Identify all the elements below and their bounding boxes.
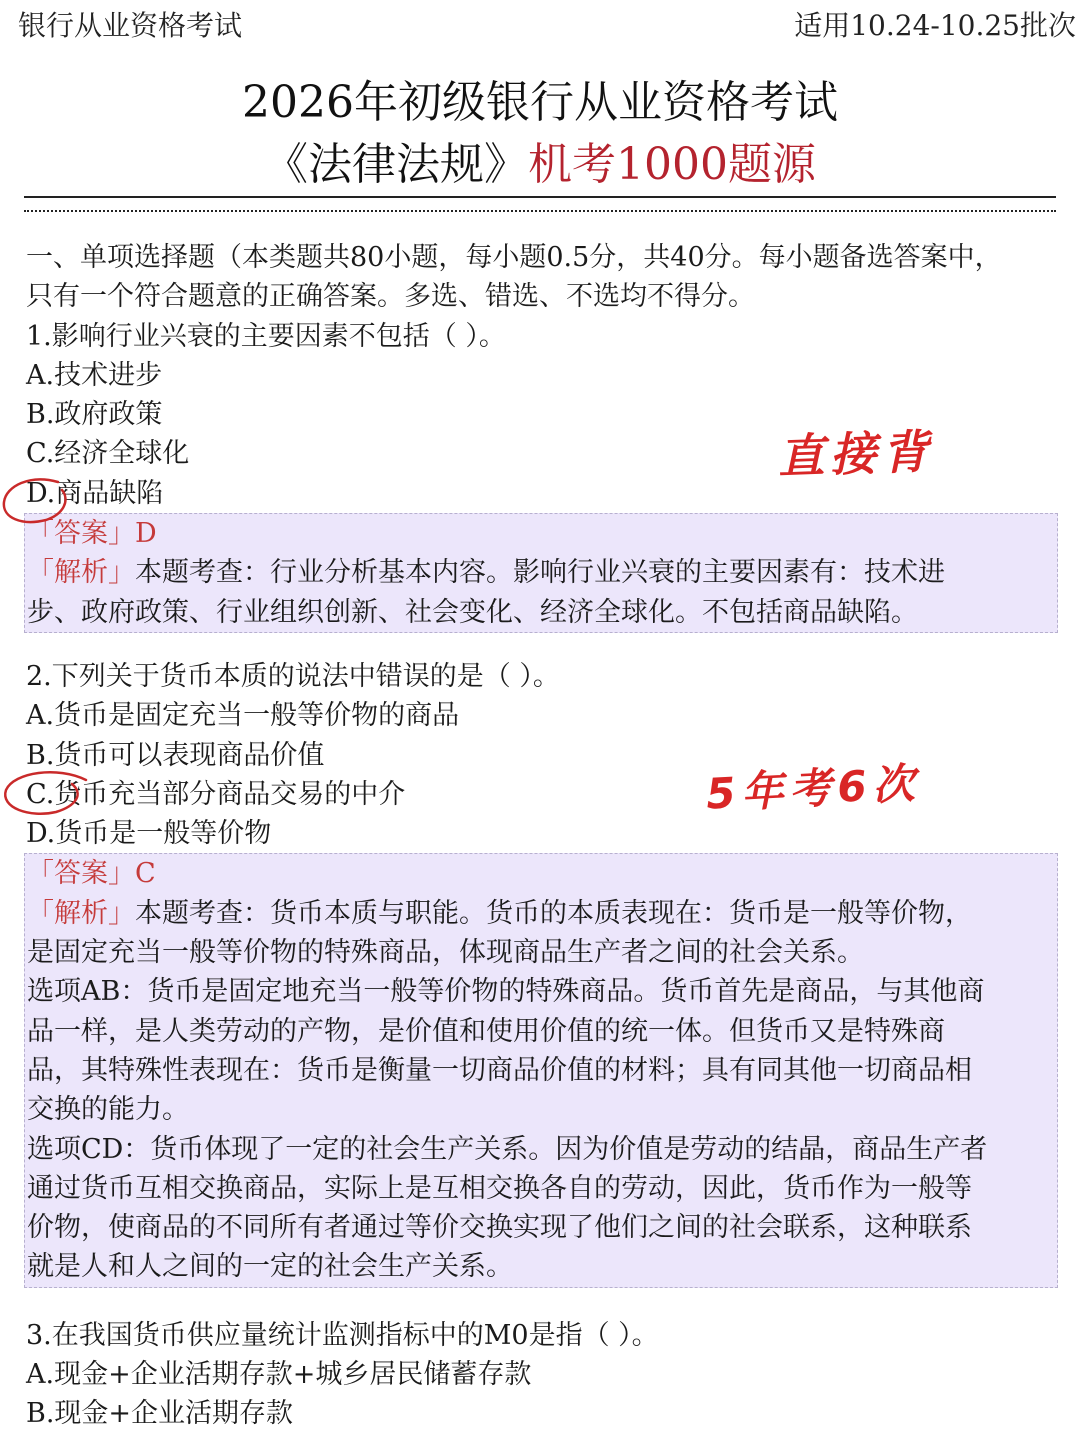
analysis-tag: 「解析」 (27, 897, 135, 929)
page-subtitle (0, 128, 1080, 192)
question-1-option-a: A.技术进步 (26, 359, 163, 391)
handwritten-note-memorize: 直接背 (777, 424, 935, 484)
question-3-option-b: B.现金+企业活期存款 (26, 1398, 294, 1430)
analysis-text: 就是人和人之间的一定的社会生产关系。 (27, 1251, 513, 1283)
section-intro-line: 一、单项选择题（本类题共80小题，每小题0.5分，共40分。每小题备选答案中， (26, 242, 1002, 273)
question-2-option-a: A.货币是固定充当一般等价物的商品 (26, 700, 460, 732)
answer-tag: 「答案」 (27, 858, 135, 890)
question-1-answer-box (24, 513, 1058, 633)
question-2-option-c: C.货币充当部分商品交易的中介 (26, 778, 406, 810)
analysis-text: 选项CD：货币体现了一定的社会生产关系。因为价值是劳动的结晶，商品生产者 (27, 1133, 988, 1165)
section-intro-line: 只有一个符合题意的正确答案。多选、错选、不选均不得分。 (26, 281, 755, 313)
question-1-option-c: C.经济全球化 (26, 438, 190, 470)
analysis-text: 品一样，是人类劳动的产物，是价值和使用价值的统一体。但货币又是特殊商 (27, 1015, 945, 1047)
analysis-tag: 「解析」 (27, 557, 135, 589)
question-1-answer (27, 514, 1055, 553)
analysis-text: 通过货币互相交换商品，实际上是互相交换各自的劳动，因此，货币作为一般等 (27, 1172, 972, 1204)
question-3-stem: 3.在我国货币供应量统计监测指标中的M0是指（ ）。 (26, 1319, 659, 1351)
question-2-option-d: D.货币是一般等价物 (26, 818, 272, 850)
question-3-option-a: A.现金+企业活期存款+城乡居民储蓄存款 (26, 1359, 532, 1391)
question-2-answer (27, 854, 1055, 893)
question-2-stem: 2.下列关于货币本质的说法中错误的是（ ）。 (26, 660, 560, 692)
page-title: 2026年初级银行从业资格考试 (242, 77, 838, 128)
handwritten-note-frequency: 5年考6次 (704, 758, 922, 819)
question-2-analysis (27, 894, 1055, 933)
question-bank-label: 机考1000题源 (528, 139, 816, 190)
answer-value: D (135, 518, 157, 550)
subject-name: 《法律法规》 (264, 139, 528, 190)
answer-value: C (135, 858, 156, 890)
question-1-option-b: B.政府政策 (26, 399, 163, 431)
analysis-text: 价物，使商品的不同所有者通过等价交换实现了他们之间的社会联系，这种联系 (27, 1212, 972, 1244)
exam-category-label: 银行从业资格考试 (18, 9, 243, 42)
question-2-answer-box (24, 853, 1058, 1287)
answer-tag: 「答案」 (27, 518, 135, 550)
analysis-text: 是固定充当一般等价物的特殊商品，体现商品生产者之间的社会关系。 (27, 937, 864, 969)
batch-label: 适用10.24-10.25批次 (794, 9, 1076, 42)
analysis-text: 交换的能力。 (27, 1094, 189, 1126)
analysis-text: 品，其特殊性表现在：货币是衡量一切商品价值的材料；具有同其他一切商品相 (27, 1054, 972, 1086)
question-2-option-b: B.货币可以表现商品价值 (26, 739, 325, 771)
question-1-stem: 1.影响行业兴衰的主要因素不包括（ ）。 (26, 320, 506, 352)
question-1-option-d: D.商品缺陷 (26, 477, 164, 509)
question-1-analysis (27, 553, 1055, 592)
analysis-text: 步、政府政策、行业组织创新、社会变化、经济全球化。不包括商品缺陷。 (27, 596, 918, 628)
divider-dotted (24, 210, 1056, 212)
analysis-text: 选项AB：货币是固定地充当一般等价物的特殊商品。货币首先是商品，与其他商 (27, 976, 985, 1008)
divider-solid (24, 196, 1056, 198)
analysis-text: 本题考查：货币本质与职能。货币的本质表现在：货币是一般等价物， (135, 897, 972, 929)
analysis-text: 本题考查：行业分析基本内容。影响行业兴衰的主要因素有：技术进 (135, 557, 945, 589)
